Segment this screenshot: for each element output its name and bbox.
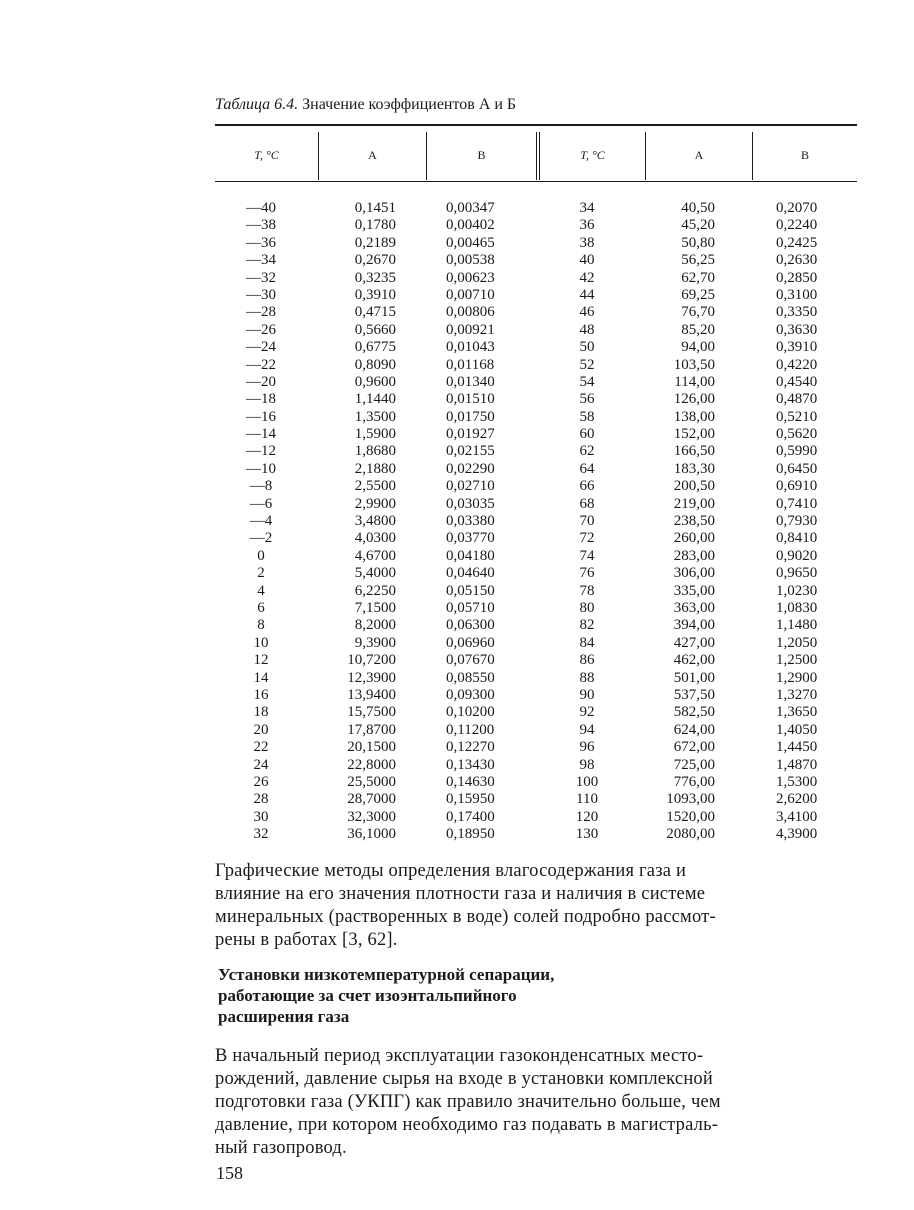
table-cell-b: 4,3900: [776, 826, 818, 843]
table-cell-temperature: 18: [253, 704, 269, 721]
table-cell-temperature: 2: [257, 565, 265, 582]
table-cell-temperature: 4: [257, 582, 265, 599]
column-b-right: [776, 200, 856, 843]
table-cell-b: 0,06960: [446, 634, 495, 651]
table-cell-b: 1,3650: [776, 704, 818, 721]
table-cell-b: 0,00347: [446, 200, 495, 216]
table-cell-b: 1,2050: [776, 634, 818, 651]
table-cell-b: 0,17400: [446, 808, 495, 825]
table-cell-temperature: 88: [579, 669, 595, 686]
page-number: 158: [216, 1163, 243, 1183]
table-cell-temperature: —20: [246, 373, 276, 390]
table-cell-temperature: 34: [579, 200, 595, 216]
header-a-left: A: [368, 148, 377, 162]
table-cell-a: 0,5660: [354, 321, 396, 338]
table-cell-a: 283,00: [673, 547, 715, 564]
table-cell-a: 36,1000: [347, 826, 396, 843]
table-cell-b: 0,01750: [446, 408, 495, 425]
table-cell-b: 0,01340: [446, 373, 495, 390]
table-cell-temperature: 26: [253, 773, 269, 790]
table-cell-temperature: 72: [579, 530, 595, 547]
table-cell-a: 56,25: [681, 252, 715, 269]
table-cell-b: 1,1480: [776, 617, 818, 634]
table-cell-temperature: —32: [246, 269, 276, 286]
paragraph-line: давление, при котором необходимо газ подавать в магистраль-: [215, 1115, 719, 1135]
table-cell-temperature: —30: [246, 286, 276, 303]
table-cell-b: 0,01168: [446, 356, 495, 373]
table-cell-b: 1,2900: [776, 669, 818, 686]
table-cell-temperature: 32: [253, 826, 269, 843]
table-cell-a: 335,00: [673, 582, 715, 599]
table-cell-b: 0,12270: [446, 739, 495, 756]
table-cell-a: 1,1440: [354, 391, 396, 408]
table-cell-b: 0,3350: [776, 304, 818, 321]
table-cell-temperature: 36: [579, 217, 595, 234]
heading-line: расширения газа: [218, 1007, 350, 1026]
table-cell-temperature: 80: [579, 599, 595, 616]
table-cell-b: 1,3270: [776, 686, 818, 703]
table-cell-a: 40,50: [681, 200, 715, 216]
table-cell-a: 1093,00: [666, 791, 715, 808]
header-temperature-right: T, °C: [580, 148, 605, 162]
table-cell-temperature: —4: [249, 513, 273, 530]
table-cell-a: 17,8700: [347, 721, 396, 738]
table-cell-temperature: 24: [253, 756, 269, 773]
table-cell-temperature: 94: [579, 721, 595, 738]
table-cell-b: 1,4450: [776, 739, 818, 756]
table-cell-b: 0,11200: [446, 721, 495, 738]
table-cell-b: 0,6910: [776, 478, 818, 495]
table-cell-temperature: —10: [246, 460, 276, 477]
table-cell-b: 0,18950: [446, 826, 495, 843]
table-cell-b: 1,2500: [776, 652, 818, 669]
table-cell-b: 0,4870: [776, 391, 818, 408]
table-cell-temperature: —12: [246, 443, 276, 460]
table-cell-b: 0,2425: [776, 234, 818, 251]
paragraph-line: рены в работах [3, 62].: [215, 930, 398, 950]
table-cell-temperature: 20: [253, 721, 269, 738]
column-temperature-right: [560, 200, 614, 843]
table-cell-a: 238,50: [673, 513, 715, 530]
table-cell-temperature: 22: [253, 739, 269, 756]
table-cell-a: 0,1451: [354, 200, 396, 216]
table-cell-b: 0,2070: [776, 200, 818, 216]
table-cell-b: 0,5990: [776, 443, 818, 460]
table-cell-temperature: 62: [579, 443, 595, 460]
table-cell-temperature: —2: [249, 530, 273, 547]
table-cell-a: 0,3235: [354, 269, 396, 286]
table-cell-temperature: 30: [253, 808, 269, 825]
table-cell-a: 394,00: [673, 617, 715, 634]
column-b-left: [446, 200, 526, 843]
table-cell-b: 1,0830: [776, 599, 818, 616]
table-cell-temperature: —28: [246, 304, 276, 321]
table-cell-a: 0,6775: [354, 339, 396, 356]
table-cell-temperature: —38: [246, 217, 276, 234]
table-cell-a: 0,9600: [354, 373, 396, 390]
table-cell-temperature: 54: [579, 373, 595, 390]
table-cell-b: 0,03770: [446, 530, 495, 547]
table-cell-a: 50,80: [681, 234, 715, 251]
paragraph-line: влияние на его значения плотности газа и наличия в системе: [215, 884, 706, 904]
table-caption-label: Таблица 6.4.: [215, 96, 299, 113]
table-cell-a: 114,00: [674, 373, 715, 390]
table-cell-temperature: 86: [579, 652, 595, 669]
table-cell-temperature: —6: [249, 495, 273, 512]
table-cell-temperature: 92: [579, 704, 595, 721]
table-cell-b: 0,02710: [446, 478, 495, 495]
paragraph-line: Графические методы определения влагосодержания газа и: [215, 861, 687, 881]
table-cell-temperature: 96: [579, 739, 595, 756]
table-cell-temperature: 84: [579, 634, 595, 651]
header-a-right: A: [694, 148, 704, 162]
table-cell-a: 2,5500: [354, 478, 396, 495]
table-cell-temperature: —36: [246, 234, 276, 251]
table-cell-temperature: —26: [246, 321, 276, 338]
table-cell-temperature: 56: [579, 391, 595, 408]
paragraph-initial-period: [215, 1045, 857, 1160]
table-cell-temperature: —14: [246, 426, 276, 443]
table-cell-a: 45,20: [681, 217, 715, 234]
table-cell-a: 13,9400: [347, 686, 396, 703]
table-cell-a: 306,00: [673, 565, 715, 582]
table-cell-a: 138,00: [673, 408, 715, 425]
table-cell-a: 62,70: [681, 269, 715, 286]
table-cell-a: 0,4715: [354, 304, 396, 321]
table-cell-b: 0,5620: [776, 426, 818, 443]
table-cell-a: 20,1500: [347, 739, 396, 756]
table-cell-a: 0,8090: [354, 356, 396, 373]
table-cell-b: 0,4540: [776, 373, 818, 390]
table-cell-temperature: 60: [579, 426, 595, 443]
paragraph-line: подготовки газа (УКПГ) как правило значительно больше, чем: [215, 1092, 721, 1112]
table-cell-temperature: 50: [579, 339, 595, 356]
table-cell-a: 6,2250: [354, 582, 396, 599]
table-cell-temperature: 120: [575, 808, 599, 825]
header-b-left: B: [477, 148, 486, 162]
table-cell-temperature: 68: [579, 495, 595, 512]
table-cell-temperature: 0: [257, 547, 265, 564]
table-cell-b: 2,6200: [776, 791, 818, 808]
table-cell-temperature: 64: [579, 460, 595, 477]
table-cell-b: 0,00921: [446, 321, 495, 338]
table-cell-a: 94,00: [681, 339, 715, 356]
table-cell-b: 0,01043: [446, 339, 495, 356]
table-cell-b: 0,7410: [776, 495, 818, 512]
table-cell-temperature: 44: [579, 286, 595, 303]
table-cell-b: 0,6450: [776, 460, 818, 477]
table-cell-b: 0,3100: [776, 286, 818, 303]
table-cell-a: 9,3900: [354, 634, 396, 651]
table-cell-temperature: 48: [579, 321, 595, 338]
column-a-left: [318, 200, 396, 843]
table-cell-temperature: —24: [246, 339, 276, 356]
table-cell-temperature: 58: [579, 408, 595, 425]
table-cell-a: 462,00: [673, 652, 715, 669]
table-cell-a: 2,9900: [354, 495, 396, 512]
table-cell-a: 152,00: [673, 426, 715, 443]
table-cell-temperature: 110: [576, 791, 598, 808]
table-cell-b: 0,15950: [446, 791, 495, 808]
table-cell-b: 0,10200: [446, 704, 495, 721]
table-cell-a: 22,8000: [347, 756, 396, 773]
table-cell-a: 725,00: [673, 756, 715, 773]
paragraph-line: В начальный период эксплуатации газоконденсатных место-: [215, 1046, 704, 1066]
table-cell-temperature: 78: [579, 582, 595, 599]
table-cell-b: 0,13430: [446, 756, 495, 773]
table-cell-b: 0,2240: [776, 217, 818, 234]
table-cell-b: 0,05150: [446, 582, 495, 599]
section-heading: [218, 964, 738, 1027]
table-cell-b: 1,4050: [776, 721, 818, 738]
table-cell-b: 0,00465: [446, 234, 495, 251]
table-cell-a: 28,7000: [347, 791, 396, 808]
table-cell-b: 0,7930: [776, 513, 818, 530]
paragraph-line: минеральных (растворенных в воде) солей подробно рассмот-: [215, 907, 716, 927]
table-header-rule: [215, 181, 857, 182]
paragraph-line: рождений, давление сырья на входе в установки комплексной: [215, 1069, 713, 1089]
table-cell-temperature: 66: [579, 478, 595, 495]
table-cell-temperature: —8: [249, 478, 273, 495]
table-cell-a: 10,7200: [347, 652, 396, 669]
paragraph-graphical-methods: [215, 860, 857, 952]
table-cell-b: 1,4870: [776, 756, 818, 773]
column-temperature-left: [236, 200, 286, 843]
table-cell-b: 0,09300: [446, 686, 495, 703]
table-cell-a: 537,50: [673, 686, 715, 703]
table-cell-temperature: 90: [579, 686, 595, 703]
table-cell-a: 166,50: [673, 443, 715, 460]
table-cell-a: 2080,00: [666, 826, 715, 843]
table-cell-b: 0,00538: [446, 252, 495, 269]
table-cell-b: 0,03380: [446, 513, 495, 530]
table-cell-temperature: —16: [246, 408, 276, 425]
table-cell-temperature: 12: [253, 652, 269, 669]
table-cell-a: 126,00: [673, 391, 715, 408]
table-cell-b: 0,06300: [446, 617, 495, 634]
table-cell-b: 0,02290: [446, 460, 495, 477]
column-divider: [536, 132, 537, 180]
table-cell-temperature: 16: [253, 686, 269, 703]
table-cell-b: 0,02155: [446, 443, 495, 460]
table-cell-temperature: 52: [579, 356, 595, 373]
table-cell-a: 624,00: [673, 721, 715, 738]
table-cell-b: 0,14630: [446, 773, 495, 790]
table-cell-a: 69,25: [681, 286, 715, 303]
table-cell-b: 0,2630: [776, 252, 818, 269]
table-cell-b: 3,4100: [776, 808, 818, 825]
table-cell-temperature: 100: [575, 773, 599, 790]
table-cell-b: 1,5300: [776, 773, 818, 790]
heading-line: Установки низкотемпературной сепарации,: [218, 965, 555, 984]
table-cell-a: 8,2000: [354, 617, 396, 634]
table-cell-a: 427,00: [673, 634, 715, 651]
column-a-right: [636, 200, 715, 843]
table-cell-temperature: 28: [253, 791, 269, 808]
table-cell-temperature: —34: [246, 252, 276, 269]
table-cell-b: 1,0230: [776, 582, 818, 599]
table-cell-a: 85,20: [681, 321, 715, 338]
table-cell-b: 0,5210: [776, 408, 818, 425]
table-cell-temperature: —22: [246, 356, 276, 373]
table-cell-a: 4,0300: [354, 530, 396, 547]
table-cell-b: 0,2850: [776, 269, 818, 286]
table-cell-b: 0,9650: [776, 565, 818, 582]
heading-line: работающие за счет изоэнтальпийного: [218, 986, 517, 1005]
table-cell-temperature: 46: [579, 304, 595, 321]
header-b-right: B: [800, 148, 809, 162]
table-cell-b: 0,01510: [446, 391, 495, 408]
table-cell-a: 25,5000: [347, 773, 396, 790]
table-cell-a: 15,7500: [347, 704, 396, 721]
table-cell-a: 260,00: [673, 530, 715, 547]
table-cell-b: 0,05710: [446, 599, 495, 616]
table-cell-a: 32,3000: [347, 808, 396, 825]
table-cell-b: 0,00710: [446, 286, 495, 303]
table-cell-temperature: 6: [257, 599, 265, 616]
table-cell-a: 1520,00: [666, 808, 715, 825]
paragraph-line: ный газопровод.: [215, 1138, 347, 1158]
table-cell-a: 0,2189: [354, 234, 396, 251]
table-cell-a: 672,00: [673, 739, 715, 756]
table-cell-b: 0,8410: [776, 530, 818, 547]
table-cell-temperature: 14: [253, 669, 269, 686]
table-cell-temperature: 70: [579, 513, 595, 530]
table-cell-b: 0,07670: [446, 652, 495, 669]
table-top-rule: [215, 124, 857, 126]
table-cell-a: 0,2670: [354, 252, 396, 269]
table-cell-temperature: 42: [579, 269, 595, 286]
table-cell-b: 0,01927: [446, 426, 495, 443]
table-cell-b: 0,3910: [776, 339, 818, 356]
table-cell-a: 7,1500: [354, 599, 396, 616]
table-cell-a: 0,3910: [354, 286, 396, 303]
table-cell-temperature: 40: [579, 252, 595, 269]
table-cell-b: 0,04640: [446, 565, 495, 582]
table-cell-a: 2,1880: [354, 460, 396, 477]
table-cell-temperature: 38: [579, 234, 595, 251]
table-cell-b: 0,4220: [776, 356, 818, 373]
table-caption: [215, 96, 855, 114]
table-cell-a: 582,50: [673, 704, 715, 721]
table-cell-temperature: 8: [257, 617, 265, 634]
table-cell-b: 0,9020: [776, 547, 818, 564]
table-cell-b: 0,04180: [446, 547, 495, 564]
table-cell-b: 0,00806: [446, 304, 495, 321]
table-cell-temperature: —40: [246, 200, 276, 216]
table-cell-a: 363,00: [673, 599, 715, 616]
table-cell-temperature: 82: [579, 617, 595, 634]
table-cell-a: 200,50: [673, 478, 715, 495]
table-cell-temperature: 76: [579, 565, 595, 582]
table-caption-text: Значение коэффициентов А и Б: [298, 96, 517, 113]
table-cell-a: 4,6700: [354, 547, 396, 564]
table-cell-a: 5,4000: [354, 565, 396, 582]
table-cell-b: 0,08550: [446, 669, 495, 686]
table-cell-a: 0,1780: [354, 217, 396, 234]
table-cell-a: 501,00: [673, 669, 715, 686]
table-cell-b: 0,3630: [776, 321, 818, 338]
table-cell-a: 3,4800: [354, 513, 396, 530]
table-cell-a: 1,3500: [354, 408, 396, 425]
table-cell-temperature: —18: [246, 391, 276, 408]
table-cell-a: 1,5900: [354, 426, 396, 443]
table-cell-a: 776,00: [673, 773, 715, 790]
header-temperature-left: T, °C: [254, 148, 279, 162]
table-cell-a: 12,3900: [347, 669, 396, 686]
table-cell-a: 103,50: [673, 356, 715, 373]
table-cell-a: 183,30: [673, 460, 715, 477]
table-cell-a: 1,8680: [354, 443, 396, 460]
table-cell-b: 0,00402: [446, 217, 495, 234]
table-cell-temperature: 130: [575, 826, 599, 843]
table-cell-b: 0,00623: [446, 269, 495, 286]
table-cell-b: 0,03035: [446, 495, 495, 512]
table-cell-a: 76,70: [681, 304, 715, 321]
table-cell-temperature: 10: [253, 634, 269, 651]
table-cell-temperature: 74: [579, 547, 595, 564]
table-cell-temperature: 98: [579, 756, 595, 773]
table-cell-a: 219,00: [673, 495, 715, 512]
